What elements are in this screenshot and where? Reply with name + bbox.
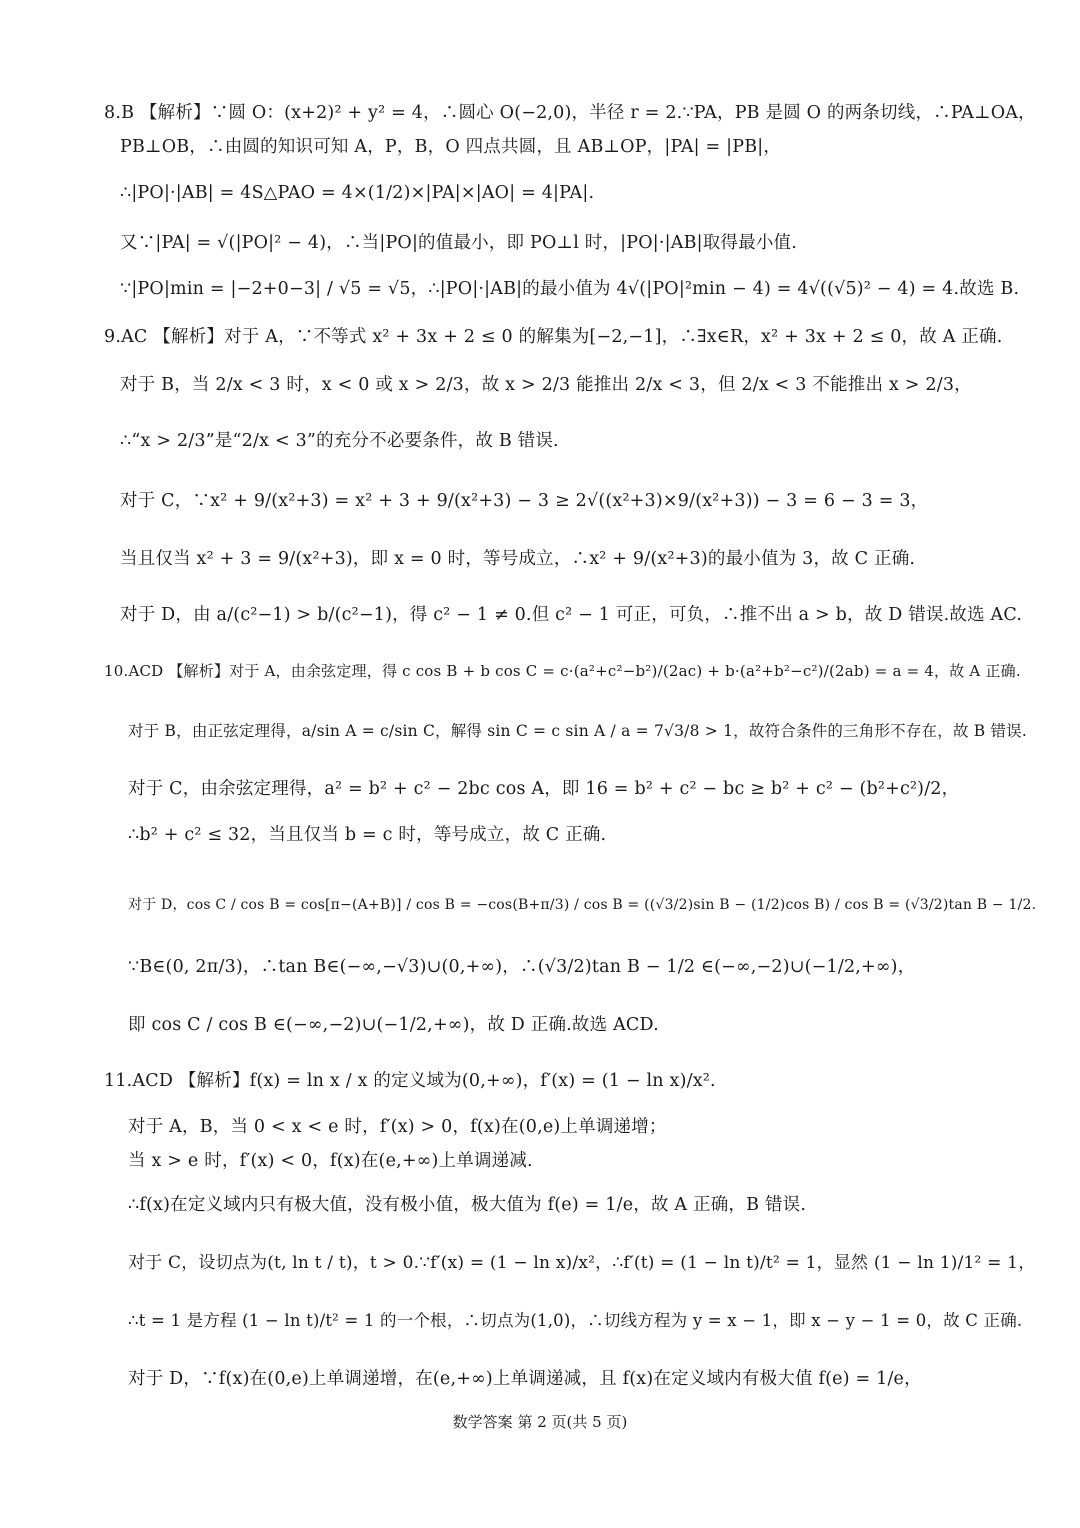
problem-line: 对于 D，cos C / cos B = cos[π−(A+B)] / cos B = −cos(B+π/3) / cos B = ((√3/2)sin B − (1/2)cos B) / cos B = (√3/2)tan B − 1/2.: [128, 897, 1037, 913]
problem-line: 当 x > e 时，f′(x) < 0，f(x)在(e,+∞)上单调递减.: [128, 1151, 533, 1171]
problem-line: ∴b² + c² ≤ 32，当且仅当 b = c 时，等号成立，故 C 正确.: [128, 825, 607, 845]
problem-line: ∴t = 1 是方程 (1 − ln t)/t² = 1 的一个根，∴切点为(1,0)，∴切线方程为 y = x − 1，即 x − y − 1 = 0，故 C 正确.: [128, 1311, 1023, 1330]
problem-line: 9.AC 【解析】对于 A，∵不等式 x² + 3x + 2 ≤ 0 的解集为[−2,−1]，∴∃x∈R，x² + 3x + 2 ≤ 0，故 A 正确.: [104, 327, 1003, 347]
problem-line: 对于 C，∵x² + 9/(x²+3) = x² + 3 + 9/(x²+3) − 3 ≥ 2√((x²+3)×9/(x²+3)) − 3 = 6 − 3 = 3，: [120, 491, 929, 511]
problem-line: ∴“x > 2/3”是“2/x < 3”的充分不必要条件，故 B 错误.: [120, 431, 559, 451]
problem-line: 对于 B，由正弦定理得，a/sin A = c/sin C，解得 sin C = c sin A / a = 7√3/8 > 1，故符合条件的三角形不存在，故 B 错误.: [128, 722, 1028, 740]
problem-line: ∵|PO|min = |−2+0−3| / √5 = √5，∴|PO|·|AB|的最小值为 4√(|PO|²min − 4) = 4√((√5)² − 4) = 4.故选 B.: [120, 279, 1020, 299]
problem-line: 对于 D，由 a/(c²−1) > b/(c²−1)，得 c² − 1 ≠ 0.但 c² − 1 可正，可负，∴推不出 a > b，故 D 错误.故选 AC.: [120, 605, 1023, 625]
problem-line: ∴|PO|·|AB| = 4S△PAO = 4×(1/2)×|PA|×|AO| = 4|PA|.: [120, 183, 595, 203]
problem-line: 又∵|PA| = √(|PO|² − 4)，∴当|PO|的值最小，即 PO⊥l 时，|PO|·|AB|取得最小值.: [120, 233, 797, 253]
page-footer: 数学答案 第 2 页(共 5 页): [452, 1413, 628, 1431]
problem-line: PB⊥OB，∴由圆的知识可知 A，P，B，O 四点共圆，且 AB⊥OP，|PA| = |PB|，: [120, 137, 782, 157]
problem-line: 8.B 【解析】∵圆 O：(x+2)² + y² = 4，∴圆心 O(−2,0)，半径 r = 2.∵PA，PB 是圆 O 的两条切线，∴PA⊥OA，: [104, 103, 1036, 123]
problem-line: 10.ACD 【解析】对于 A，由余弦定理，得 c cos B + b cos C = c·(a²+c²−b²)/(2ac) + b·(a²+b²−c²)/(2ab) = a = 4，故 A 正确.: [104, 662, 1021, 680]
problem-line: 11.ACD 【解析】f(x) = ln x / x 的定义域为(0,+∞)，f′(x) = (1 − ln x)/x².: [104, 1071, 716, 1091]
problem-line: 对于 A，B，当 0 < x < e 时，f′(x) > 0，f(x)在(0,e)上单调递增；: [128, 1117, 667, 1137]
problem-line: ∴f(x)在定义域内只有极大值，没有极小值，极大值为 f(e) = 1/e，故 A 正确，B 错误.: [128, 1195, 807, 1215]
problem-line: 对于 C，设切点为(t, ln t / t)，t > 0.∵f′(x) = (1 − ln x)/x²，∴f′(t) = (1 − ln t)/t² = 1，显然 (1 − ln 1)/1² = 1，: [128, 1253, 1036, 1273]
problem-line: 对于 D，∵f(x)在(0,e)上单调递增，在(e,+∞)上单调递减，且 f(x)在定义域内有极大值 f(e) = 1/e，: [128, 1369, 922, 1389]
problem-line: 即 cos C / cos B ∈(−∞,−2)∪(−1/2,+∞)，故 D 正确.故选 ACD.: [128, 1015, 659, 1035]
problem-line: 对于 B，当 2/x < 3 时，x < 0 或 x > 2/3，故 x > 2/3 能推出 2/x < 3，但 2/x < 3 不能推出 x > 2/3，: [120, 375, 972, 395]
problem-line: 对于 C，由余弦定理得，a² = b² + c² − 2bc cos A，即 16 = b² + c² − bc ≥ b² + c² − (b²+c²)/2，: [128, 779, 960, 799]
problem-line: ∵B∈(0, 2π/3)，∴tan B∈(−∞,−√3)∪(0,+∞)，∴(√3/2)tan B − 1/2 ∈(−∞,−2)∪(−1/2,+∞)，: [128, 957, 916, 977]
problem-line: 当且仅当 x² + 3 = 9/(x²+3)，即 x = 0 时，等号成立，∴x² + 9/(x²+3)的最小值为 3，故 C 正确.: [120, 549, 916, 569]
